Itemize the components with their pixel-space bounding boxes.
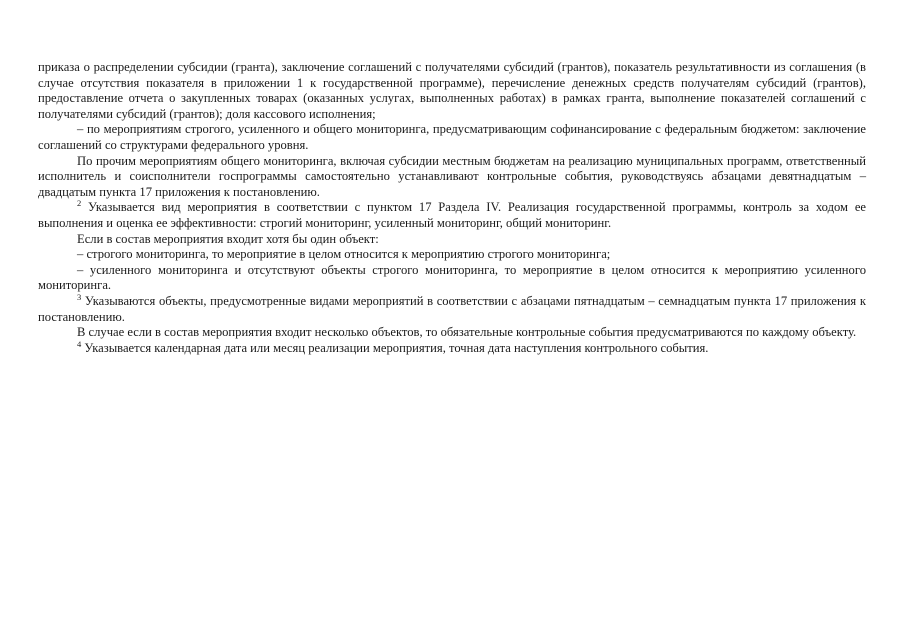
paragraph-3 [38, 154, 866, 201]
paragraph-text: – строгого мониторинга, то мероприятие в целом относится к мероприятию строгого мониторинга; [77, 247, 611, 262]
footnote-4 [38, 338, 866, 357]
paragraph-1 [38, 60, 866, 122]
footnote-text: Указываются объекты, предусмотренные видами мероприятий в соответствии с абзацами пятнадцатым – семнадцатым пункта 17 приложения к постановлению. [38, 293, 866, 324]
paragraph-5 [38, 232, 866, 248]
paragraph-text: По прочим мероприятиям общего мониторинга, включая субсидии местным бюджетам на реализацию муниципальных программ, ответственный исполнитель и соисполнители госпрограммы самостоятельно устанавливают контрольные события, руководствуясь абзацами девятнадцатым – двадцатым пункта 17 приложения к постановлению. [38, 153, 866, 199]
paragraph-text: приказа о распределении субсидии (гранта), заключение соглашений с получателями субсидий (грантов), показатель результативности из соглашения (в случае отсутствия показателя в приложении 1 к государственной программе), перечисление денежных средств получателям субсидий (грантов), предоставление отчета о закупленных товарах (оказанных услугах, выполненных работах) в рамках гранта, выполнение показателей соглашений с получателями субсидий (грантов); доля кассового исполнения; [38, 60, 866, 121]
paragraph-text: – по мероприятиям строгого, усиленного и общего мониторинга, предусматривающим софинансирование с федеральным бюджетом: заключение соглашений со структурами федерального уровня. [38, 122, 866, 152]
paragraph-2 [38, 122, 866, 153]
paragraph-7 [38, 263, 866, 294]
footnote-2 [38, 200, 866, 231]
paragraph-6 [38, 247, 866, 263]
footnote-text: Указывается вид мероприятия в соответствии с пунктом 17 Раздела IV. Реализация государственной программы, контроль за ходом ее выполнения и оценка ее эффективности: строгий мониторинг, усиленный мониторинг, общий мониторинг. [38, 200, 866, 230]
document-page [38, 60, 866, 356]
paragraph-text: Если в состав мероприятия входит хотя бы один объект: [77, 231, 379, 246]
footnote-text: Указывается календарная дата или месяц реализации мероприятия, точная дата наступления контрольного события. [81, 340, 709, 355]
paragraph-text: В случае если в состав мероприятия входит несколько объектов, то обязательные контрольные события предусматриваются по каждому объекту. [77, 325, 857, 340]
footnote-3 [38, 291, 866, 325]
footnote-marker: 4 [77, 338, 82, 349]
footnote-marker: 2 [77, 198, 82, 209]
paragraph-text: – усиленного мониторинга и отсутствуют объекты строгого мониторинга, то мероприятие в целом относится к мероприятию усиленного мониторинга. [38, 262, 866, 293]
footnote-marker: 3 [77, 291, 82, 302]
paragraph-9 [38, 325, 866, 341]
